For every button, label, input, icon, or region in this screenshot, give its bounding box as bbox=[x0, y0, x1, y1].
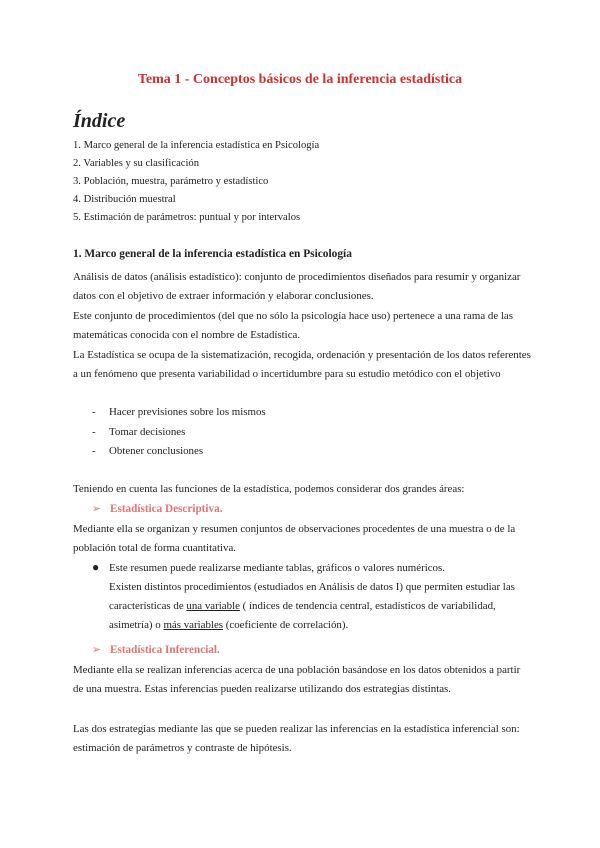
inferential-stats-text: Mediante ella se realizan inferencias acerca de una población basándose en los datos obtenidos a partir de una muestra. Estas inferencias pueden realizarse utilizando dos estrategias distintas. bbox=[73, 664, 521, 695]
section-1-paragraph-5: Las dos estrategias mediante las que se pueden realizar las inferencias en la estadística inferencial son: estimación de parámetros y contraste de hipótesis. bbox=[73, 723, 520, 754]
dash-icon: - bbox=[92, 425, 96, 438]
index-item: 1. Marco general de la inferencia estadística en Psicología bbox=[73, 140, 320, 151]
section-1-title: 1. Marco general de la inferencia estadística en Psicología bbox=[73, 248, 352, 260]
list-item: - Obtener conclusiones bbox=[92, 442, 266, 462]
underline-more-variables: más variables bbox=[163, 619, 224, 631]
index-item: 4. Distribución muestral bbox=[73, 194, 176, 205]
underline-one-variable: una variable bbox=[186, 600, 240, 612]
section-1-paragraph-2: Este conjunto de procedimientos (del que no sólo la psicología hace uso) pertenece a una rama de las matemáticas conocida con el nombre de Estadística. bbox=[73, 310, 514, 341]
section-1-paragraph-3: La Estadística se ocupa de la sistematización, recogida, ordenación y presentación de los datos referentes a un fenómeno que presenta variabilidad o incertidumbre para su estudio metódico con el objetivo bbox=[73, 349, 531, 380]
bullet-icon: ● bbox=[92, 560, 100, 574]
list-item: - Hacer previsiones sobre los mismos bbox=[92, 403, 266, 423]
list-item: - Tomar decisiones bbox=[92, 423, 266, 443]
arrow-icon: ➢ bbox=[92, 503, 102, 515]
arrow-icon: ➢ bbox=[92, 644, 102, 656]
index-heading: Índice bbox=[73, 110, 126, 132]
descriptive-stats-heading: ➢ Estadística Descriptiva. bbox=[92, 503, 223, 515]
index-item: 2. Variables y su clasificación bbox=[73, 158, 200, 169]
section-1-paragraph-1: Análisis de datos (análisis estadístico): conjunto de procedimientos diseñados para resumir y organizar datos con el objetivo de extraer información y elaborar conclusiones. bbox=[73, 271, 521, 302]
index-list bbox=[73, 137, 319, 227]
page-title: Tema 1 - Conceptos básicos de la inferencia estadística bbox=[137, 72, 463, 87]
descriptive-stats-text: Mediante ella se organizan y resumen conjuntos de observaciones procedentes de una muestra o de la población total de forma cuantitativa. bbox=[73, 523, 516, 554]
descriptive-bullet-continuation: Existen distintos procedimientos (estudiados en Análisis de datos I) que permiten estudiar las características de una variable ( índices de tendencia central, estadísticos de variabilidad, asimetría) o más variables (coeficiente de correlación). bbox=[109, 581, 515, 631]
inferential-stats-heading: ➢ Estadística Inferencial. bbox=[92, 644, 220, 656]
index-item: 3. Población, muestra, parámetro y estadístico bbox=[73, 176, 269, 187]
dash-icon: - bbox=[92, 445, 96, 457]
index-item: 5. Estimación de parámetros: puntual y por intervalos bbox=[73, 212, 301, 223]
descriptive-bullet: ● Este resumen puede realizarse mediante tablas, gráficos o valores numéricos. Existen distintos procedimientos (estudiados en Análisis de datos I) que permiten estudiar las características de una variable ( índices de tendencia central, estadísticos de variabilidad, asimetría) o más variables (coeficiente de correlación). bbox=[92, 558, 532, 635]
objectives-list bbox=[92, 403, 266, 462]
section-1-paragraph-4: Teniendo en cuenta las funciones de la estadística, podemos considerar dos grandes áreas: bbox=[73, 483, 465, 495]
dash-icon: - bbox=[92, 406, 96, 418]
